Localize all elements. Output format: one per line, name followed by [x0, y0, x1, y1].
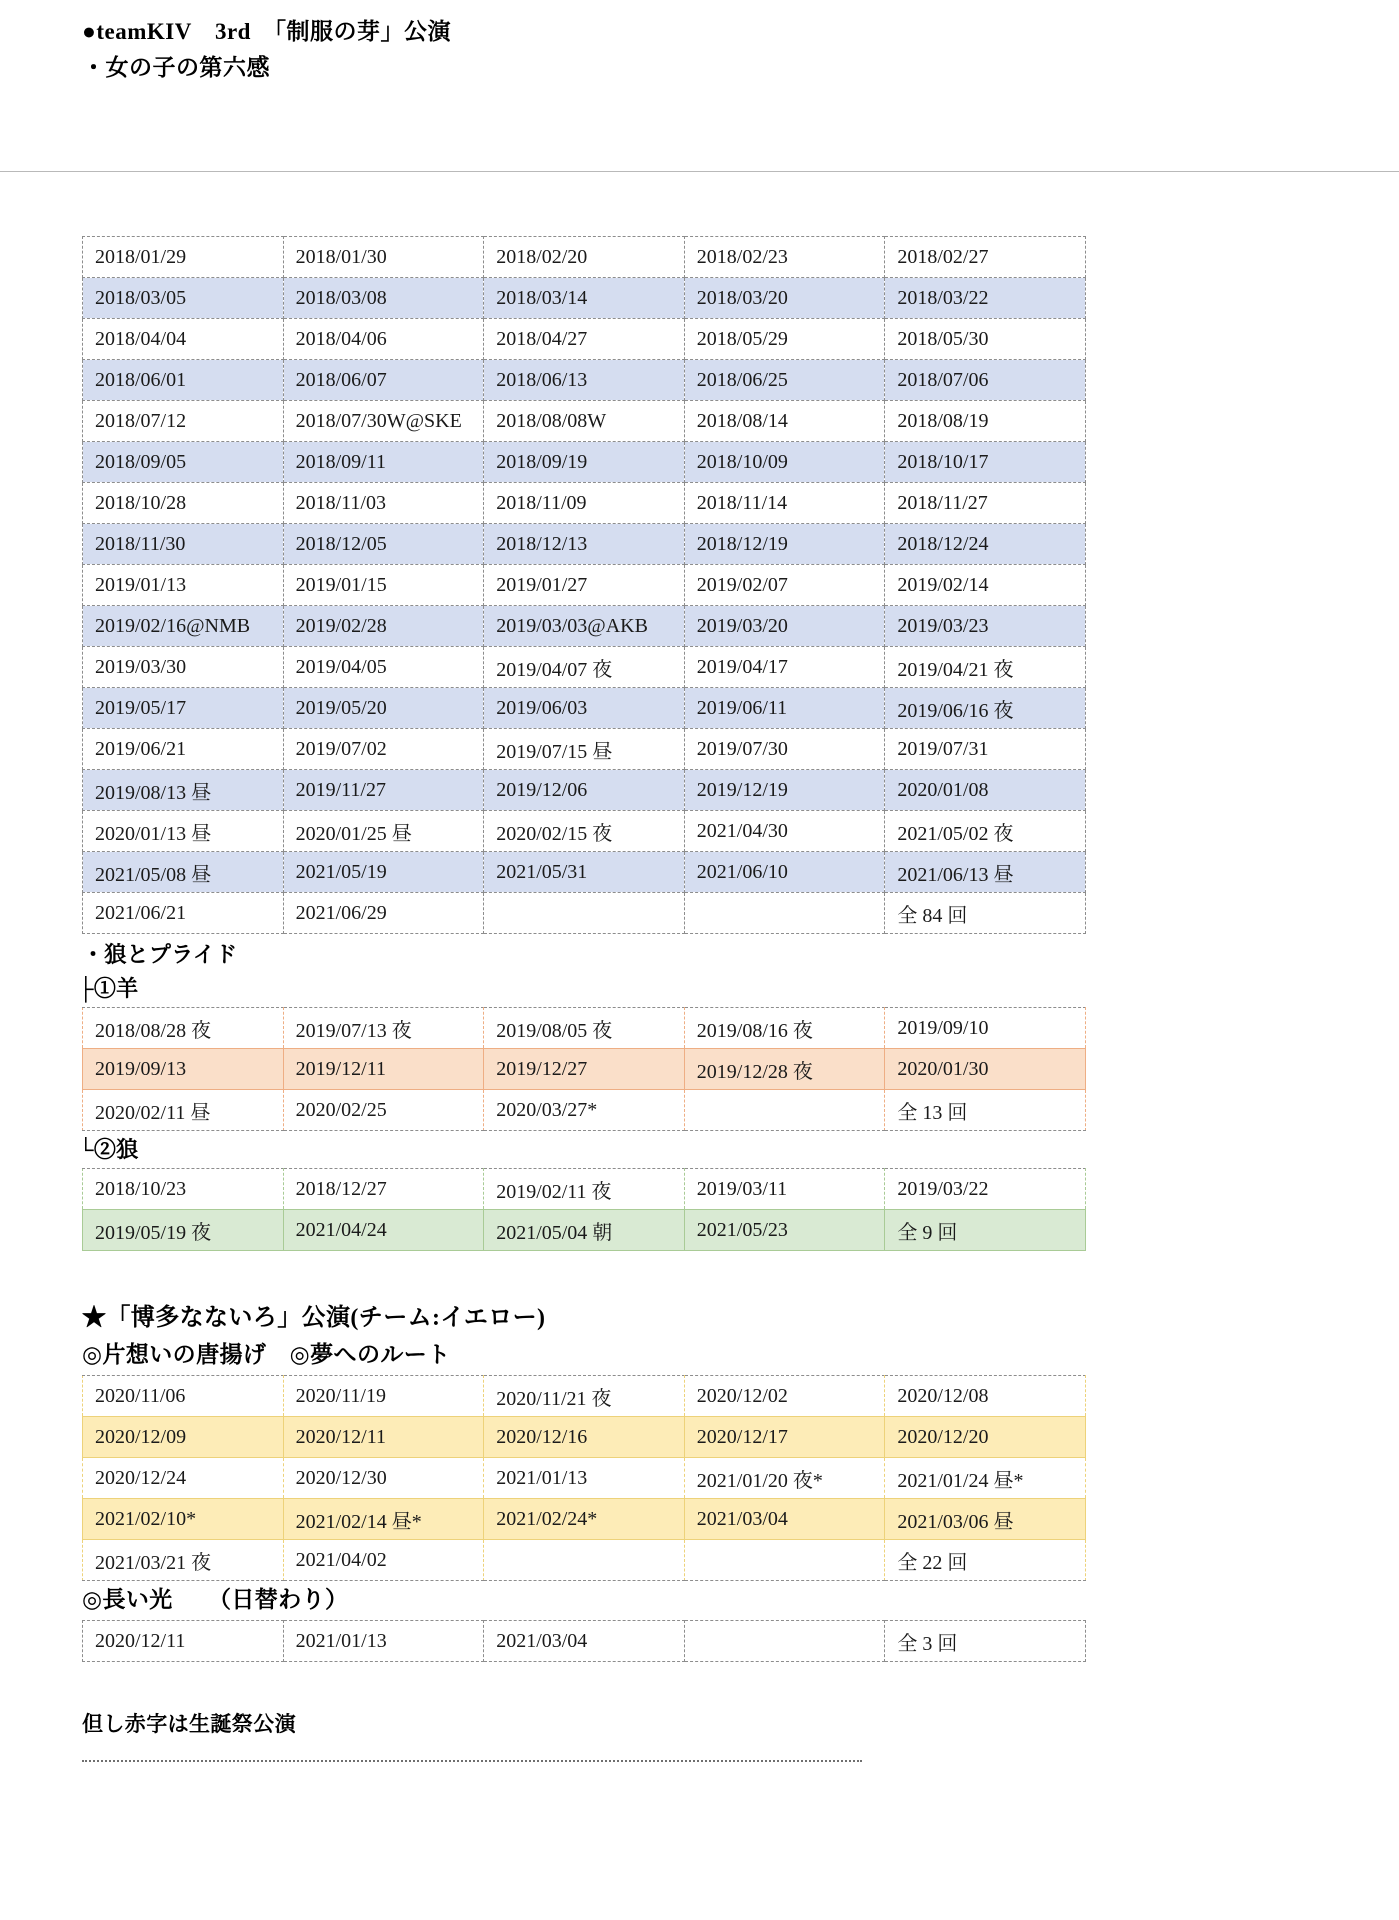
schedule-cell: 2020/12/20 [885, 1417, 1086, 1458]
schedule-cell: 2018/07/30W@SKE [283, 401, 484, 442]
schedule-cell: 2019/02/16@NMB [83, 606, 284, 647]
schedule-cell: 2021/03/21 夜 [83, 1540, 284, 1581]
sheep-schedule-table [82, 1007, 1086, 1131]
schedule-cell: 2019/01/15 [283, 565, 484, 606]
table-row [83, 647, 1086, 688]
schedule-cell: 2020/12/11 [283, 1417, 484, 1458]
spacer-top [0, 172, 1399, 236]
schedule-cell: 2019/12/06 [484, 770, 685, 811]
schedule-cell: 2019/05/17 [83, 688, 284, 729]
schedule-cell: 2018/08/14 [684, 401, 885, 442]
table-row [83, 565, 1086, 606]
schedule-cell: 2021/05/31 [484, 852, 685, 893]
schedule-cell: 2019/04/17 [684, 647, 885, 688]
page-title: ●teamKIV 3rd 「制服の芽」公演 [82, 19, 451, 44]
schedule-cell: 2018/11/14 [684, 483, 885, 524]
wolf-schedule-table [82, 1168, 1086, 1251]
schedule-cell [684, 1540, 885, 1581]
schedule-cell: 2018/11/27 [885, 483, 1086, 524]
page-subtitle: ・女の子の第六感 [82, 54, 270, 80]
schedule-cell: 2019/05/20 [283, 688, 484, 729]
schedule-cell: 2019/12/11 [283, 1049, 484, 1090]
schedule-cell: 2020/11/19 [283, 1376, 484, 1417]
schedule-cell: 2018/12/27 [283, 1169, 484, 1210]
schedule-cell: 2018/02/20 [484, 237, 685, 278]
table-row [83, 442, 1086, 483]
schedule-cell: 2018/12/19 [684, 524, 885, 565]
schedule-cell: 2018/08/19 [885, 401, 1086, 442]
table-row [83, 1210, 1086, 1251]
main-table-wrapper [82, 236, 1086, 934]
schedule-cell: 2019/12/19 [684, 770, 885, 811]
schedule-cell: 2020/12/09 [83, 1417, 284, 1458]
schedule-cell: 2019/03/22 [885, 1169, 1086, 1210]
schedule-cell: 2018/12/24 [885, 524, 1086, 565]
schedule-cell: 2018/06/13 [484, 360, 685, 401]
table-row [83, 1090, 1086, 1131]
schedule-cell: 2018/06/25 [684, 360, 885, 401]
schedule-cell: 2021/02/10* [83, 1499, 284, 1540]
table-row [83, 1417, 1086, 1458]
table-row [83, 360, 1086, 401]
schedule-cell: 2019/08/05 夜 [484, 1008, 685, 1049]
schedule-cell: 2019/02/07 [684, 565, 885, 606]
schedule-cell: 2019/01/27 [484, 565, 685, 606]
schedule-cell: 2019/02/14 [885, 565, 1086, 606]
schedule-cell: 2019/03/30 [83, 647, 284, 688]
schedule-cell: 2021/05/08 昼 [83, 852, 284, 893]
schedule-cell: 2020/01/30 [885, 1049, 1086, 1090]
schedule-cell [484, 1540, 685, 1581]
table-row [83, 237, 1086, 278]
schedule-cell [484, 893, 685, 934]
schedule-cell: 2019/02/28 [283, 606, 484, 647]
schedule-cell: 2018/04/27 [484, 319, 685, 360]
nanairo-section-subtitle: ◎片想いの唐揚げ ◎夢へのルート [82, 1342, 451, 1368]
schedule-cell: 2020/12/24 [83, 1458, 284, 1499]
schedule-cell: 2018/04/04 [83, 319, 284, 360]
schedule-cell: 2021/06/21 [83, 893, 284, 934]
schedule-cell: 2018/11/03 [283, 483, 484, 524]
footer-note: 但し赤字は生誕祭公演 [82, 1712, 296, 1737]
schedule-cell: 2019/03/03@AKB [484, 606, 685, 647]
table-row [83, 688, 1086, 729]
schedule-cell: 2019/07/31 [885, 729, 1086, 770]
schedule-cell: 2019/08/13 昼 [83, 770, 284, 811]
schedule-cell: 2021/04/30 [684, 811, 885, 852]
table-row [83, 483, 1086, 524]
schedule-cell: 2018/02/27 [885, 237, 1086, 278]
schedule-cell: 2018/10/09 [684, 442, 885, 483]
nagai-hikari-table-wrapper [82, 1620, 1086, 1662]
schedule-cell: 2020/12/02 [684, 1376, 885, 1417]
schedule-cell: 2019/12/27 [484, 1049, 685, 1090]
schedule-cell: 2019/07/30 [684, 729, 885, 770]
schedule-cell: 2021/05/19 [283, 852, 484, 893]
schedule-cell: 2019/07/02 [283, 729, 484, 770]
schedule-cell: 2018/04/06 [283, 319, 484, 360]
footer-dotted-rule [82, 1760, 862, 1762]
schedule-cell: 2021/05/23 [684, 1210, 885, 1251]
spacer-before-nanairo [0, 1251, 1399, 1297]
table-row [83, 1499, 1086, 1540]
schedule-cell: 全 3 回 [885, 1621, 1086, 1662]
schedule-cell: 2021/06/10 [684, 852, 885, 893]
table-row [83, 852, 1086, 893]
schedule-cell [684, 1621, 885, 1662]
schedule-cell: 2019/03/20 [684, 606, 885, 647]
schedule-cell: 2019/04/07 夜 [484, 647, 685, 688]
schedule-cell: 2020/12/17 [684, 1417, 885, 1458]
schedule-cell: 2020/03/27* [484, 1090, 685, 1131]
table-row [83, 1540, 1086, 1581]
schedule-cell: 2018/03/22 [885, 278, 1086, 319]
nanairo-table-wrapper [82, 1375, 1086, 1581]
schedule-cell: 2018/02/23 [684, 237, 885, 278]
schedule-cell: 2020/02/11 昼 [83, 1090, 284, 1131]
schedule-cell: 2021/02/14 昼* [283, 1499, 484, 1540]
schedule-cell: 2020/12/08 [885, 1376, 1086, 1417]
schedule-cell: 2018/03/14 [484, 278, 685, 319]
table-row [83, 319, 1086, 360]
schedule-cell: 全 84 回 [885, 893, 1086, 934]
nanairo-section-title: ★「博多なないろ」公演(チーム:イエロー) [82, 1305, 546, 1332]
schedule-cell: 2021/06/13 昼 [885, 852, 1086, 893]
table-row [83, 1169, 1086, 1210]
schedule-cell: 2019/08/16 夜 [684, 1008, 885, 1049]
schedule-cell: 2019/06/16 夜 [885, 688, 1086, 729]
schedule-cell: 2019/01/13 [83, 565, 284, 606]
schedule-cell: 2020/01/08 [885, 770, 1086, 811]
schedule-cell: 2018/07/06 [885, 360, 1086, 401]
branch-sheep-label: ├①羊 [78, 976, 139, 1002]
schedule-cell: 2020/01/13 昼 [83, 811, 284, 852]
schedule-cell: 2018/06/07 [283, 360, 484, 401]
sheep-table-wrapper [82, 1007, 1086, 1131]
schedule-cell: 2018/11/30 [83, 524, 284, 565]
schedule-cell: 2018/05/29 [684, 319, 885, 360]
schedule-cell: 全 9 回 [885, 1210, 1086, 1251]
schedule-cell: 2021/01/13 [484, 1458, 685, 1499]
document-header [0, 0, 1399, 85]
nagai-hikari-schedule-table [82, 1620, 1086, 1662]
schedule-cell: 2019/06/21 [83, 729, 284, 770]
branch-wolf-label: └②狼 [78, 1137, 139, 1163]
schedule-cell: 2019/09/13 [83, 1049, 284, 1090]
table-row [83, 524, 1086, 565]
table-row [83, 1049, 1086, 1090]
table-row [83, 729, 1086, 770]
schedule-cell: 2021/04/02 [283, 1540, 484, 1581]
schedule-cell: 2018/01/29 [83, 237, 284, 278]
schedule-cell: 2018/01/30 [283, 237, 484, 278]
schedule-cell: 2018/09/05 [83, 442, 284, 483]
schedule-cell: 2021/01/24 昼* [885, 1458, 1086, 1499]
schedule-cell: 2018/07/12 [83, 401, 284, 442]
schedule-cell: 2018/05/30 [885, 319, 1086, 360]
table-row [83, 278, 1086, 319]
schedule-cell: 2021/03/04 [684, 1499, 885, 1540]
schedule-cell [684, 1090, 885, 1131]
schedule-cell: 2019/03/23 [885, 606, 1086, 647]
table-row [83, 1008, 1086, 1049]
schedule-cell: 2018/03/05 [83, 278, 284, 319]
schedule-cell: 2020/02/25 [283, 1090, 484, 1131]
schedule-cell: 2018/08/28 夜 [83, 1008, 284, 1049]
table-row [83, 606, 1086, 647]
schedule-cell: 2020/12/16 [484, 1417, 685, 1458]
schedule-cell: 2018/08/08W [484, 401, 685, 442]
main-schedule-table [82, 236, 1086, 934]
schedule-cell: 2021/04/24 [283, 1210, 484, 1251]
schedule-cell: 全 22 回 [885, 1540, 1086, 1581]
schedule-cell: 2019/07/13 夜 [283, 1008, 484, 1049]
schedule-cell: 2021/05/02 夜 [885, 811, 1086, 852]
wolf-section-heading: ・狼とプライド [82, 942, 238, 968]
schedule-cell: 2021/06/29 [283, 893, 484, 934]
schedule-cell: 2020/12/30 [283, 1458, 484, 1499]
schedule-cell: 2020/11/06 [83, 1376, 284, 1417]
schedule-cell: 2019/04/05 [283, 647, 484, 688]
schedule-cell: 2019/02/11 夜 [484, 1169, 685, 1210]
schedule-cell: 2018/06/01 [83, 360, 284, 401]
schedule-cell: 2018/10/23 [83, 1169, 284, 1210]
table-row [83, 1621, 1086, 1662]
schedule-cell: 2020/12/11 [83, 1621, 284, 1662]
schedule-cell: 2019/04/21 夜 [885, 647, 1086, 688]
table-row [83, 1376, 1086, 1417]
schedule-cell: 2019/12/28 夜 [684, 1049, 885, 1090]
schedule-cell: 2020/01/25 昼 [283, 811, 484, 852]
schedule-cell: 2021/02/24* [484, 1499, 685, 1540]
table-row [83, 893, 1086, 934]
nagai-hikari-subtitle: ◎長い光 （日替わり） [82, 1587, 349, 1613]
schedule-cell: 2018/09/19 [484, 442, 685, 483]
schedule-cell: 2019/09/10 [885, 1008, 1086, 1049]
schedule-cell: 2019/05/19 夜 [83, 1210, 284, 1251]
schedule-cell: 2018/09/11 [283, 442, 484, 483]
wolf-table-wrapper [82, 1168, 1086, 1251]
schedule-cell: 2021/05/04 朝 [484, 1210, 685, 1251]
schedule-cell: 2020/11/21 夜 [484, 1376, 685, 1417]
table-row [83, 1458, 1086, 1499]
schedule-cell: 2019/06/03 [484, 688, 685, 729]
schedule-cell: 2021/01/20 夜* [684, 1458, 885, 1499]
schedule-cell: 2021/03/04 [484, 1621, 685, 1662]
table-row [83, 811, 1086, 852]
schedule-cell: 2021/01/13 [283, 1621, 484, 1662]
schedule-cell: 2018/03/20 [684, 278, 885, 319]
schedule-cell: 2018/10/17 [885, 442, 1086, 483]
table-row [83, 770, 1086, 811]
schedule-cell: 2021/03/06 昼 [885, 1499, 1086, 1540]
schedule-cell: 2018/12/05 [283, 524, 484, 565]
schedule-cell: 2019/11/27 [283, 770, 484, 811]
schedule-cell: 2020/02/15 夜 [484, 811, 685, 852]
schedule-cell: 全 13 回 [885, 1090, 1086, 1131]
schedule-cell: 2018/10/28 [83, 483, 284, 524]
schedule-cell: 2018/03/08 [283, 278, 484, 319]
schedule-cell: 2019/03/11 [684, 1169, 885, 1210]
schedule-cell: 2018/12/13 [484, 524, 685, 565]
nanairo-schedule-table [82, 1375, 1086, 1581]
schedule-cell: 2019/07/15 昼 [484, 729, 685, 770]
table-row [83, 401, 1086, 442]
schedule-cell: 2018/11/09 [484, 483, 685, 524]
schedule-cell: 2019/06/11 [684, 688, 885, 729]
schedule-cell [684, 893, 885, 934]
